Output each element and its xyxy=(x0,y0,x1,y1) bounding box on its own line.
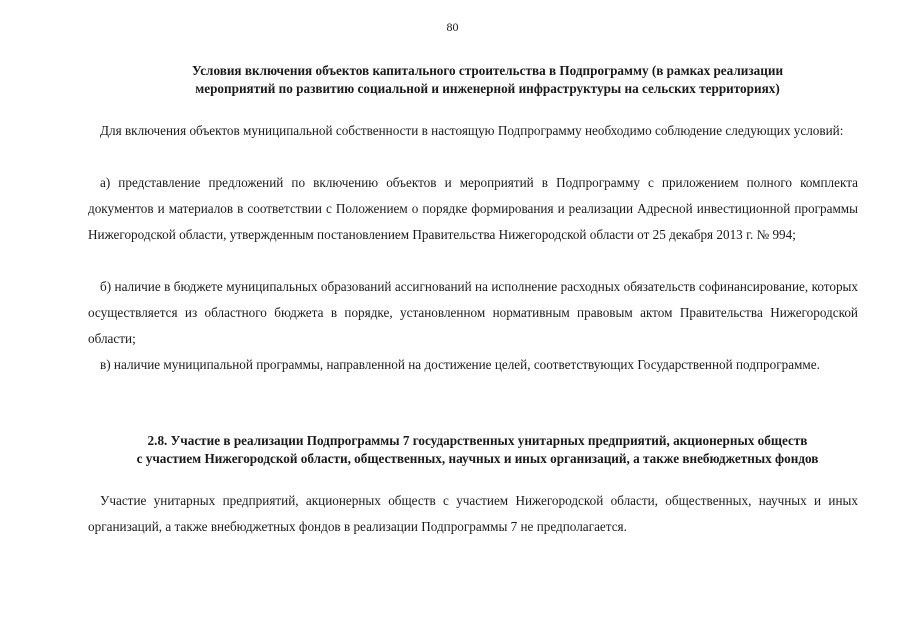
section-heading-conditions xyxy=(70,62,905,98)
condition-item-c: в) наличие муниципальной программы, направленной на достижение целей, соответствующих Государственной подпрограмме. xyxy=(100,357,820,372)
condition-item-b: б) наличие в бюджете муниципальных образований ассигнований на исполнение расходных обязательств софинансирование, которых осуществляется из областного бюджета в порядке, установленном нормативным правовым актом Правительства Нижегородской области; xyxy=(88,279,858,346)
heading-line: 2.8. Участие в реализации Подпрограммы 7 государственных унитарных предприятий, акционерных обществ xyxy=(147,433,808,448)
heading-line: с участием Нижегородской области, общественных, научных и иных организаций, а также внебюджетных фондов xyxy=(136,451,819,466)
heading-line: Условия включения объектов капитального строительства в Подпрограмму (в рамках реализации xyxy=(191,63,784,78)
page-number: 80 xyxy=(446,20,459,34)
participation-paragraph: Участие унитарных предприятий, акционерных обществ с участием Нижегородской области, общественных, научных и иных организаций, а также внебюджетных фондов в реализации Подпрограммы 7 не предполагается. xyxy=(88,493,858,534)
condition-item-a: а) представление предложений по включению объектов и мероприятий в Подпрограмму с приложением полного комплекта документов и материалов в соответствии с Положением о порядке формирования и реализации Адресной инвестиционной программы Нижегородской области, утвержденным постановлением Правительства Нижегородской области от 25 декабря 2013 г. № 994; xyxy=(88,175,858,242)
heading-line: мероприятий по развитию социальной и инженерной инфраструктуры на сельских территориях) xyxy=(195,81,780,96)
intro-paragraph: Для включения объектов муниципальной собственности в настоящую Подпрограмму необходимо соблюдение следующих условий: xyxy=(100,123,844,138)
section-heading-participation xyxy=(50,432,905,468)
